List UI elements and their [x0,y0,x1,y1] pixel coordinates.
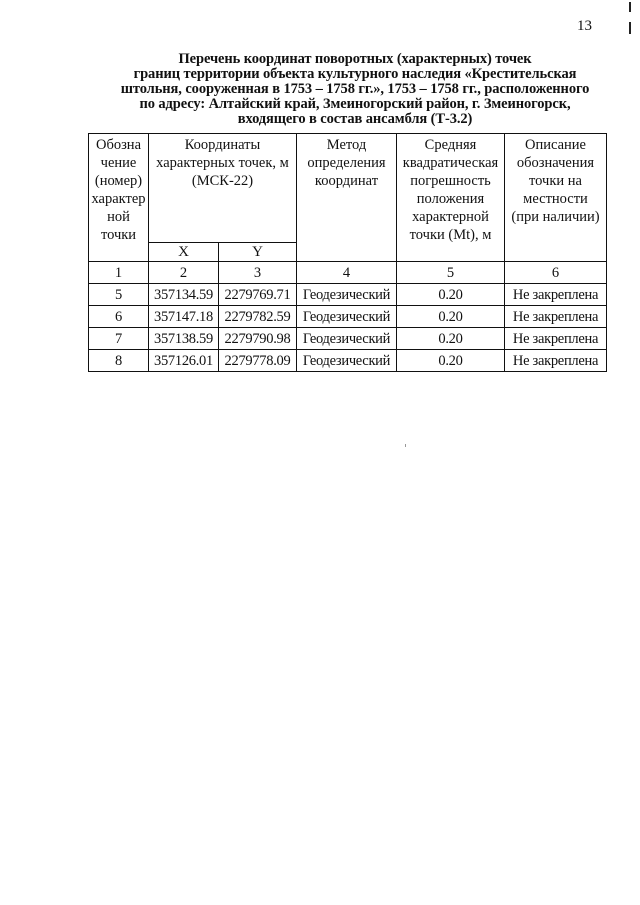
method: Геодезический [297,328,397,350]
description: Не закреплена [505,284,607,306]
header-point-number: Обозна чение (номер) характер ной точки [89,134,149,262]
title-line: входящего в состав ансамбля (Т-3.2) [237,111,473,127]
error: 0.20 [397,350,505,372]
column-number: 2 [149,262,219,284]
scan-edge-mark [629,22,631,34]
description: Не закреплена [505,350,607,372]
table-row [89,284,607,306]
column-number: 4 [297,262,397,284]
scan-edge-mark [629,2,631,12]
description: Не закреплена [505,328,607,350]
table-row [89,306,607,328]
coord-x: 357147.18 [149,306,219,328]
document-title [100,52,610,127]
title-line: Перечень координат поворотных (характерных) точек [178,51,532,67]
header-error: Средняя квадратическая погрешность положения характерной точки (Mt), м [397,134,505,262]
error: 0.20 [397,328,505,350]
coord-y: 2279769.71 [219,284,297,306]
coord-x: 357134.59 [149,284,219,306]
error: 0.20 [397,306,505,328]
method: Геодезический [297,284,397,306]
method: Геодезический [297,306,397,328]
header-x: X [149,243,219,262]
header-y: Y [219,243,297,262]
column-number: 5 [397,262,505,284]
column-number: 3 [219,262,297,284]
error: 0.20 [397,284,505,306]
description: Не закреплена [505,306,607,328]
coord-x: 357126.01 [149,350,219,372]
coord-y: 2279782.59 [219,306,297,328]
title-line: по адресу: Алтайский край, Змеиногорский район, г. Змеиногорск, [139,96,571,112]
coordinates-table [88,133,607,372]
header-description: Описание обозначения точки на местности (при наличии) [505,134,607,262]
point-number: 6 [89,306,149,328]
header-coordinates: Координаты характерных точек, м (МСК-22) [149,134,297,243]
coord-y: 2279778.09 [219,350,297,372]
title-line: штольня, сооруженная в 1753 – 1758 гг.», 1753 – 1758 гг., расположенного [120,81,590,97]
coord-x: 357138.59 [149,328,219,350]
point-number: 5 [89,284,149,306]
header-method: Метод определения координат [297,134,397,262]
point-number: 8 [89,350,149,372]
table-row [89,328,607,350]
scan-speck [405,444,406,447]
method: Геодезический [297,350,397,372]
column-number: 6 [505,262,607,284]
table-row [89,350,607,372]
point-number: 7 [89,328,149,350]
coord-y: 2279790.98 [219,328,297,350]
title-line: границ территории объекта культурного наследия «Крестительская [133,66,577,82]
column-number: 1 [89,262,149,284]
page-number: 13 [577,18,592,34]
